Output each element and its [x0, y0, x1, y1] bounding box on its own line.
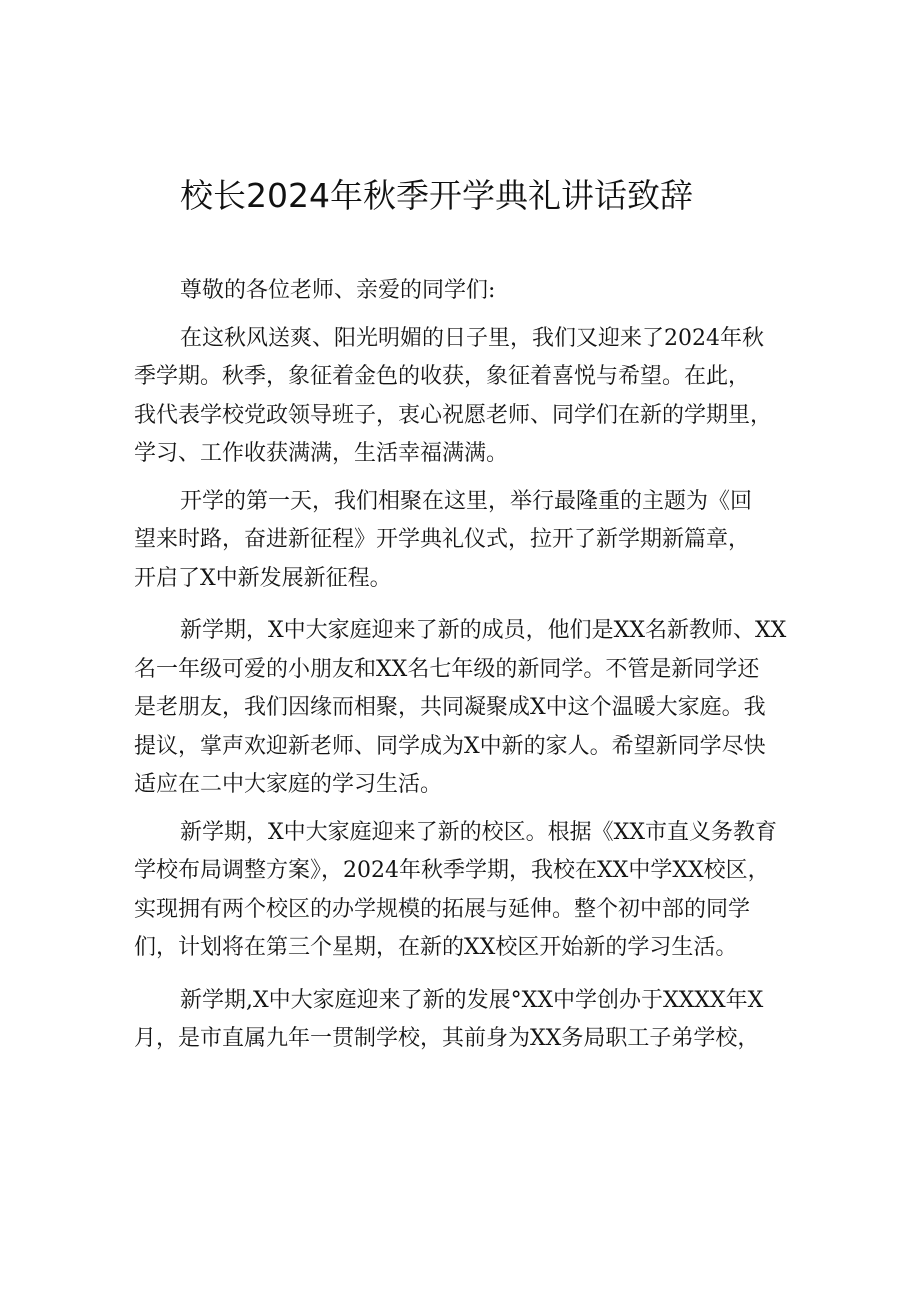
- text-line: 适应在二中大家庭的学习生活。: [134, 772, 443, 797]
- text-line: 实现拥有两个校区的办学规模的拓展与延伸。整个初中部的同学: [134, 896, 751, 922]
- paragraph-new-development: [134, 982, 794, 1059]
- text-line: 提议，掌声欢迎新老师、同学成为X中新的家人。希望新同学尽快: [134, 733, 766, 759]
- text-line: 我代表学校党政领导班子，衷心祝愿老师、同学们在新的学期里，: [134, 402, 773, 428]
- text-line: 学习、工作收获满满，生活幸福满满。: [134, 441, 509, 466]
- text-line: 月，是市直属九年一贯制学校，其前身为XX务局职工子弟学校，: [134, 1026, 760, 1051]
- document-title: 校长2024年秋季开学典礼讲话致辞: [180, 176, 693, 215]
- text-line: 是老朋友，我们因缘而相聚，共同凝聚成X中这个温暖大家庭。我: [134, 695, 766, 720]
- text-line: 们，计划将在第三个星期，在新的XX校区开始新的学习生活。: [134, 935, 738, 960]
- text-line: 学校布局调整方案》，2024年秋季学期，我校在XX中学XX校区，: [134, 858, 770, 883]
- text-line: 季学期。秋季，象征着金色的收获，象征着喜悦与希望。在此，: [134, 364, 751, 389]
- text-line: 名一年级可爱的小朋友和XX名七年级的新同学。不管是新同学还: [134, 656, 760, 682]
- paragraph-new-members: [134, 612, 794, 805]
- paragraph-greeting: [134, 272, 794, 311]
- paragraph-new-campus: [134, 814, 794, 968]
- text-line: 开启了X中新发展新征程。: [134, 565, 392, 591]
- text-line: 在这秋风送爽、阳光明媚的日子里，我们又迎来了2024年秋: [180, 325, 764, 351]
- text-line: 望来时路，奋进新征程》开学典礼仪式，拉开了新学期新篇章，: [134, 527, 751, 552]
- text-line: 新学期,X中大家庭迎来了新的发展°XX中学创办于XXXX年X: [180, 987, 764, 1013]
- text-line: 新学期，X中大家庭迎来了新的校区。根据《XX市直义务教育: [180, 819, 777, 845]
- paragraph-ceremony: [134, 483, 794, 599]
- text-line: 新学期，X中大家庭迎来了新的成员，他们是XX名新教师、XX: [180, 618, 787, 643]
- paragraph-opening: [134, 320, 794, 474]
- text-line: 开学的第一天，我们相聚在这里，举行最隆重的主题为《回: [180, 488, 753, 514]
- text-line: 尊敬的各位老师、亲爱的同学们:: [180, 278, 496, 303]
- document-body: [134, 272, 794, 1059]
